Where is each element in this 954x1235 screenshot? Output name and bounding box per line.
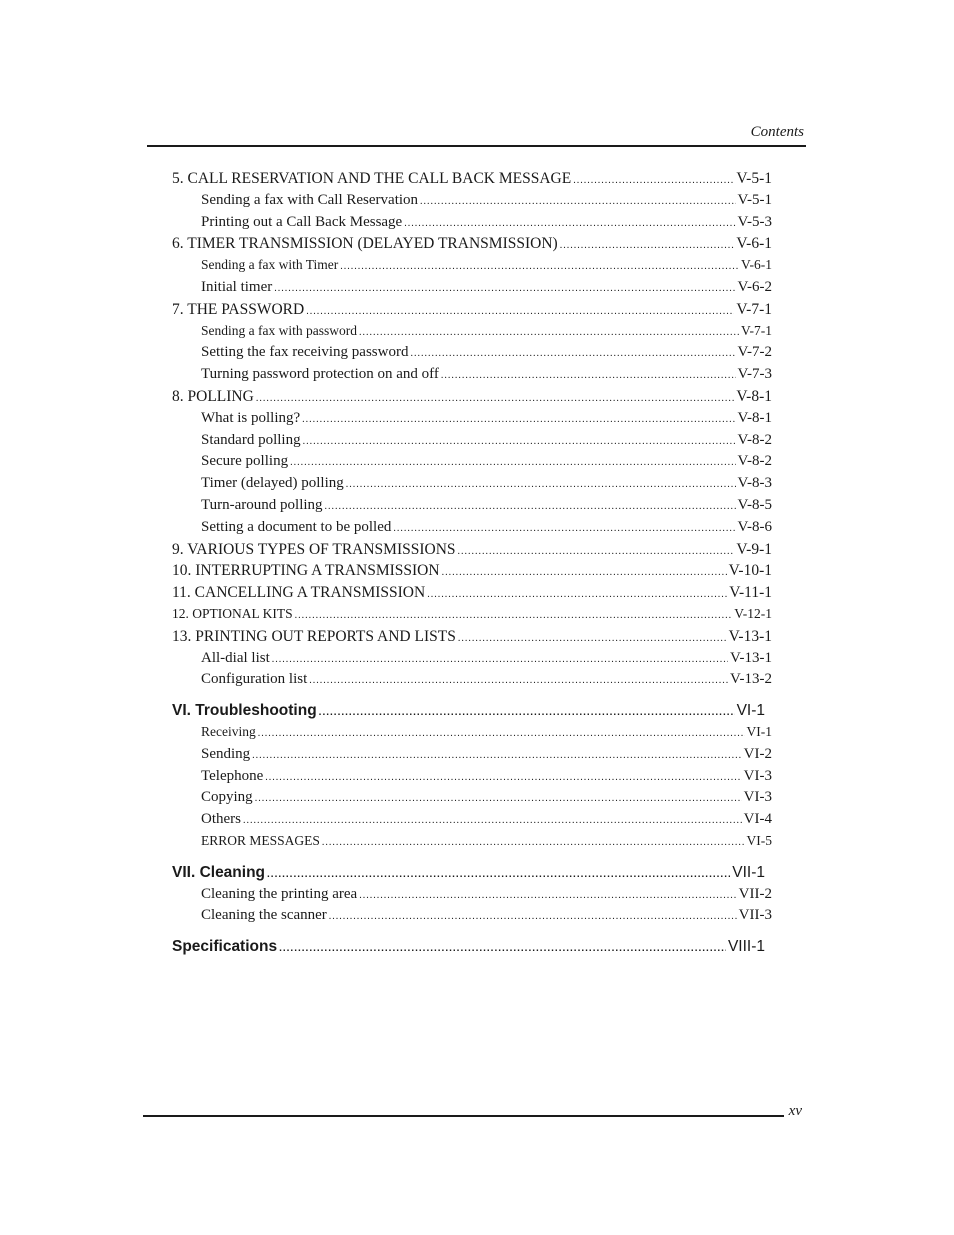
dot-leader — [306, 306, 734, 317]
toc-subentry — [172, 833, 772, 855]
toc-subentry — [172, 344, 772, 366]
toc-entry-title: Telephone — [201, 767, 264, 784]
dot-leader — [359, 327, 739, 338]
toc-entry-page: VI-3 — [743, 767, 772, 784]
dot-leader — [309, 675, 728, 686]
toc-entry-page: VI-1 — [736, 702, 765, 720]
toc-entry-page: V-5-1 — [737, 191, 772, 208]
toc-entry-page: V-8-2 — [737, 453, 772, 470]
toc-entry-page: V-11-1 — [729, 584, 772, 602]
toc-entry-page: VI-2 — [743, 745, 772, 762]
toc-entry-page: V-5-1 — [736, 170, 772, 187]
toc-entry-page: VI-5 — [746, 832, 772, 848]
toc-entry — [172, 541, 772, 563]
toc-entry-page: V-13-2 — [730, 671, 772, 688]
toc-entry-page: VII-1 — [732, 863, 765, 881]
toc-entry-title: Turn-around polling — [201, 496, 323, 513]
toc-chapter-title: VI. Troubleshooting — [172, 702, 317, 720]
toc-subentry — [172, 432, 772, 454]
toc-subentry — [172, 886, 772, 908]
dot-leader — [290, 457, 735, 468]
dot-leader — [265, 772, 741, 783]
toc-subentry — [172, 323, 772, 345]
toc-entry — [172, 235, 772, 257]
running-header: Contents — [750, 124, 804, 140]
toc-entry-title: 10. INTERRUPTING A TRANSMISSION — [172, 562, 440, 580]
dot-leader — [322, 837, 745, 848]
dot-leader — [427, 589, 727, 600]
toc-entry-title: Secure polling — [201, 453, 289, 470]
dot-leader — [302, 414, 735, 425]
toc-entry-title: Copying — [201, 789, 253, 806]
dot-leader — [325, 501, 736, 512]
toc-entry-title: 7. THE PASSWORD — [172, 300, 305, 318]
dot-leader — [295, 610, 733, 621]
toc-entry-page: V-8-2 — [737, 431, 772, 448]
toc-entry-page: V-6-1 — [740, 257, 772, 273]
toc-subentry — [172, 671, 772, 693]
toc-subentry — [172, 650, 772, 672]
toc-entry-title: What is polling? — [201, 409, 301, 426]
toc-entry — [172, 301, 772, 323]
dot-leader — [267, 869, 730, 880]
toc-entry-title: Cleaning the scanner — [201, 907, 327, 924]
dot-leader — [303, 436, 736, 447]
toc-subentry — [172, 475, 772, 497]
toc-chapter-title: VII. Cleaning — [172, 863, 266, 881]
toc-chapter — [172, 938, 765, 960]
toc-entry-page: V-13-1 — [728, 627, 772, 645]
toc-entry-title: 8. POLLING — [172, 387, 254, 405]
dot-leader — [272, 654, 728, 665]
toc-subentry — [172, 724, 772, 746]
toc-subentry — [172, 214, 772, 236]
toc-subentry — [172, 257, 772, 279]
toc-entry-page: V-7-1 — [740, 322, 772, 338]
toc-entry-page: V-6-2 — [737, 278, 772, 295]
toc-entry-title: Cleaning the printing area — [201, 885, 358, 902]
toc-entry-page: V-8-1 — [737, 409, 772, 426]
toc-entry-title: Others — [201, 811, 241, 828]
toc-entry-page: V-10-1 — [728, 562, 772, 580]
toc-entry-title: Sending — [201, 745, 251, 762]
dot-leader — [420, 196, 736, 207]
dot-leader — [340, 261, 739, 272]
dot-leader — [274, 283, 735, 294]
toc-entry-page: VIII-1 — [727, 938, 765, 956]
toc-entry-page: V-6-1 — [736, 235, 772, 253]
toc-chapter — [172, 702, 765, 724]
toc-entry-page: V-8-5 — [737, 496, 772, 513]
toc-subentry — [172, 410, 772, 432]
dot-leader — [442, 567, 727, 578]
toc-entry-page: V-5-3 — [737, 213, 772, 230]
toc-subentry — [172, 768, 772, 790]
toc-entry-page: V-7-3 — [737, 366, 772, 383]
toc-entry — [172, 562, 772, 584]
page-number: xv — [788, 1103, 802, 1119]
toc-entry-title: Setting a document to be polled — [201, 518, 392, 535]
dot-leader — [279, 943, 726, 954]
toc-subentry — [172, 746, 772, 768]
toc-entry-title: 13. PRINTING OUT REPORTS AND LISTS — [172, 627, 456, 645]
toc-entry-title: 9. VARIOUS TYPES OF TRANSMISSIONS — [172, 540, 456, 558]
toc-subentry — [172, 497, 772, 519]
toc-entry-title: ERROR MESSAGES — [201, 832, 320, 848]
dot-leader — [560, 240, 735, 251]
toc-chapter — [172, 864, 765, 886]
toc-entry-title: 6. TIMER TRANSMISSION (DELAYED TRANSMISSION) — [172, 235, 558, 253]
toc-entry-page: V-9-1 — [736, 540, 772, 558]
toc-entry-page: VII-3 — [738, 907, 772, 924]
toc-entry — [172, 388, 772, 410]
dot-leader — [573, 175, 734, 186]
dot-leader — [256, 393, 735, 404]
dot-leader — [441, 370, 736, 381]
toc-chapter-title: Specifications — [172, 938, 278, 956]
toc-entry-title: Configuration list — [201, 671, 308, 688]
dot-leader — [393, 523, 735, 534]
toc-entry-title: Timer (delayed) polling — [201, 475, 344, 492]
dot-leader — [252, 750, 742, 761]
dot-leader — [243, 815, 742, 826]
toc-entry-title: 5. CALL RESERVATION AND THE CALL BACK MESSAGE — [172, 170, 572, 187]
dot-leader — [258, 728, 745, 739]
dot-leader — [410, 348, 735, 359]
toc-entry-page: VII-2 — [738, 885, 772, 902]
toc-entry-page: V-8-3 — [737, 475, 772, 492]
toc-subentry — [172, 279, 772, 301]
toc-entry-page: V-12-1 — [734, 605, 772, 621]
toc-subentry — [172, 519, 772, 541]
toc-entry-page: VI-4 — [743, 811, 772, 828]
toc-entry-page: V-7-1 — [736, 300, 772, 318]
toc-entry-title: Receiving — [201, 723, 256, 739]
toc-entry-page: VI-3 — [743, 789, 772, 806]
toc-entry-title: 12. OPTIONAL KITS — [172, 605, 293, 621]
toc-subentry — [172, 192, 772, 214]
footer-rule — [143, 1115, 784, 1117]
dot-leader — [329, 911, 737, 922]
toc-entry-title: 11. CANCELLING A TRANSMISSION — [172, 584, 426, 602]
dot-leader — [458, 546, 735, 557]
toc-entry-title: Sending a fax with Call Reservation — [201, 191, 419, 208]
dot-leader — [458, 633, 727, 644]
toc-subentry — [172, 907, 772, 929]
toc-subentry — [172, 366, 772, 388]
toc-subentry — [172, 453, 772, 475]
toc-entry-page: V-7-2 — [737, 344, 772, 361]
toc-entry — [172, 628, 772, 650]
toc-entry — [172, 170, 772, 192]
toc-entry-title: Sending a fax with password — [201, 322, 357, 338]
toc-entry-title: Printing out a Call Back Message — [201, 213, 403, 230]
toc-entry — [172, 606, 772, 628]
dot-leader — [346, 479, 736, 490]
toc-entry-page: V-13-1 — [730, 649, 772, 666]
toc-entry — [172, 584, 772, 606]
table-of-contents — [172, 170, 772, 960]
dot-leader — [319, 707, 735, 718]
dot-leader — [255, 793, 742, 804]
dot-leader — [404, 218, 735, 229]
toc-entry-page: V-8-1 — [736, 387, 772, 405]
toc-subentry — [172, 811, 772, 833]
toc-entry-title: All-dial list — [201, 649, 270, 666]
toc-entry-title: Turning password protection on and off — [201, 366, 439, 383]
toc-entry-page: V-8-6 — [737, 518, 772, 535]
toc-entry-title: Initial timer — [201, 278, 273, 295]
dot-leader — [359, 890, 736, 901]
toc-entry-title: Sending a fax with Timer — [201, 257, 339, 273]
toc-entry-page: VI-1 — [746, 723, 772, 739]
header-rule — [147, 145, 806, 147]
toc-entry-title: Standard polling — [201, 431, 301, 448]
toc-subentry — [172, 789, 772, 811]
toc-entry-title: Setting the fax receiving password — [201, 344, 409, 361]
